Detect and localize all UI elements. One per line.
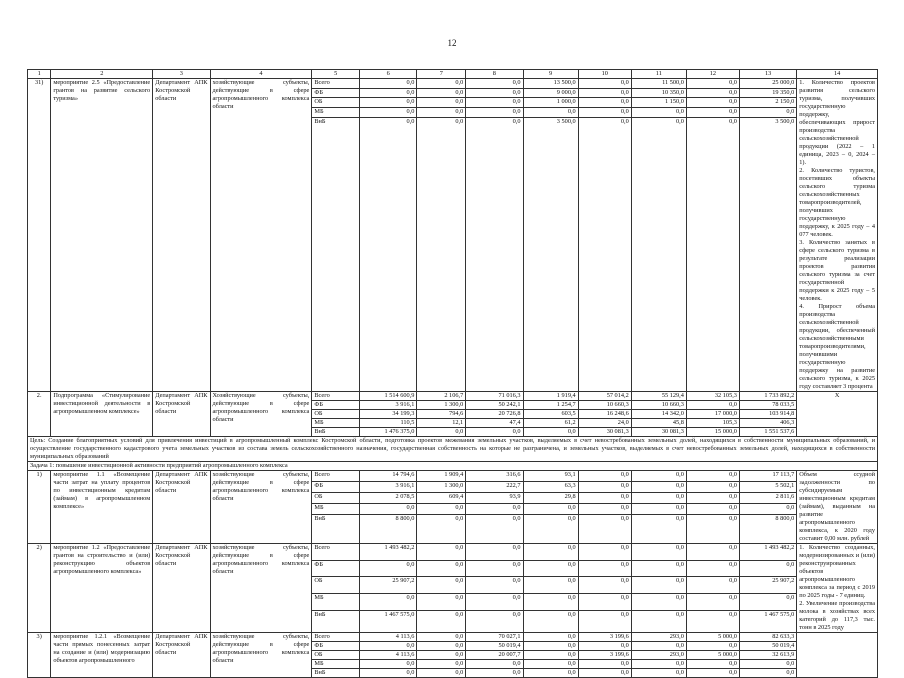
participants: хозяйствующие субъекты, действующие в сфере агропромышленного комплекса области [210,544,312,633]
amount-cell: 4 113,6 [360,633,417,642]
amount-cell: 32 105,3 [686,392,739,401]
amount-cell: 57 014,2 [578,392,631,401]
amount-cell: 0,0 [686,98,739,108]
header-cell-2: 2 [51,70,153,79]
header-cell-8: 8 [466,70,523,79]
funding-source: ФБ [312,642,360,651]
task-row [28,462,878,471]
block-number: 1) [28,471,51,544]
amount-cell: 3 500,0 [739,117,796,391]
amount-cell: 0,0 [631,108,686,118]
amount-cell: 0,0 [686,660,739,669]
funding-source: ОБ [312,410,360,419]
funding-source: ФБ [312,560,360,577]
amount-cell: 0,0 [417,610,466,632]
amount-cell: 0,0 [360,660,417,669]
amount-cell: 13 500,0 [523,79,578,89]
amount-cell: 0,0 [578,544,631,561]
amount-cell: 0,0 [417,544,466,561]
amount-cell: 0,0 [466,577,523,594]
participants: Хозяйствующие субъекты, действующие в сфере агропромышленного комплекса области [210,392,312,437]
amount-cell: 0,0 [686,544,739,561]
amount-cell: 0,0 [466,669,523,678]
amount-cell: 0,0 [417,560,466,577]
funding-source: ОБ [312,577,360,594]
amount-cell: 9 000,0 [523,88,578,98]
header-cell-12: 12 [686,70,739,79]
amount-cell: 5 502,1 [739,481,796,492]
executor: Департамент АПК Костромской области [153,392,210,437]
amount-cell: 0,0 [686,669,739,678]
amount-cell: 14 794,6 [360,471,417,482]
amount-cell: 0,0 [631,471,686,482]
funding-source: ВнБ [312,514,360,543]
amount-cell: 0,0 [686,117,739,391]
task-text: Задача 1: повышение инвестиционной активности предприятий агропромышленного комплекса [28,462,878,471]
expected-result [797,633,878,678]
amount-cell: 0,0 [578,660,631,669]
amount-cell: 0,0 [686,88,739,98]
amount-cell: 1 919,4 [523,392,578,401]
event-name: Подпрограмма «Стимулирование инвестиционной деятельности в агропромышленном комплексе» [51,392,153,437]
amount-cell: 0,0 [578,560,631,577]
amount-cell: 0,0 [686,594,739,611]
amount-cell: 0,0 [466,660,523,669]
amount-cell: 0,0 [578,481,631,492]
expected-result: Х [797,392,878,437]
amount-cell: 0,0 [360,79,417,89]
amount-cell: 0,0 [631,610,686,632]
amount-cell: 55 129,4 [631,392,686,401]
amount-cell: 0,0 [417,642,466,651]
amount-cell: 0,0 [523,610,578,632]
block-number: 2. [28,392,51,437]
header-cell-6: 6 [360,70,417,79]
amount-cell: 0,0 [686,401,739,410]
amount-cell: 1 300,0 [417,481,466,492]
amount-cell: 0,0 [523,108,578,118]
amount-cell: 0,0 [417,594,466,611]
amount-cell: 0,0 [360,560,417,577]
amount-cell: 0,0 [417,117,466,391]
amount-cell: 222,7 [466,481,523,492]
amount-cell: 3 199,6 [578,633,631,642]
amount-cell: 0,0 [360,88,417,98]
amount-cell: 63,3 [523,481,578,492]
amount-cell: 1 254,7 [523,401,578,410]
amount-cell: 1 514 600,9 [360,392,417,401]
amount-cell: 17 113,7 [739,471,796,482]
amount-cell: 0,0 [523,594,578,611]
subprogram-row [28,392,878,401]
goal-row [28,437,878,462]
funding-source: ОБ [312,651,360,660]
header-cell-4: 4 [210,70,312,79]
amount-cell: 110,5 [360,419,417,428]
amount-cell: 93,9 [466,492,523,503]
header-cell-1: 1 [28,70,51,79]
amount-cell: 0,0 [631,544,686,561]
amount-cell: 0,0 [417,514,466,543]
amount-cell: 1 300,0 [417,401,466,410]
header-cell-14: 14 [797,70,878,79]
header-cell-13: 13 [739,70,796,79]
header-cell-10: 10 [578,70,631,79]
block-number: 3) [28,633,51,678]
amount-cell: 0,0 [466,560,523,577]
amount-cell: 34 199,3 [360,410,417,419]
amount-cell: 0,0 [523,633,578,642]
amount-cell: 0,0 [417,633,466,642]
amount-cell: 0,0 [686,492,739,503]
event-1-1-row [28,471,878,482]
amount-cell: 0,0 [417,577,466,594]
funding-source: МБ [312,660,360,669]
amount-cell: 0,0 [523,560,578,577]
amount-cell: 609,4 [417,492,466,503]
amount-cell: 71 016,3 [466,392,523,401]
funding-source: ВнБ [312,117,360,391]
amount-cell: 0,0 [523,503,578,514]
amount-cell: 0,0 [417,660,466,669]
amount-cell: 0,0 [631,594,686,611]
amount-cell: 0,0 [686,503,739,514]
amount-cell: 0,0 [631,492,686,503]
amount-cell: 0,0 [578,669,631,678]
amount-cell: 0,0 [686,610,739,632]
amount-cell: 0,0 [360,98,417,108]
amount-cell: 0,0 [578,117,631,391]
event-name: мероприятие 2.5 «Предоставление грантов на развитие сельского туризма» [51,79,153,392]
executor: Департамент АПК Костромской области [153,544,210,633]
amount-cell: 1 493 482,2 [360,544,417,561]
amount-cell: 0,0 [578,594,631,611]
amount-cell: 0,0 [466,117,523,391]
amount-cell: 25 907,2 [360,577,417,594]
amount-cell: 30 081,3 [578,428,631,437]
amount-cell: 1 150,0 [631,98,686,108]
amount-cell: 0,0 [578,79,631,89]
block-number: 31) [28,79,51,392]
amount-cell: 1 551 537,6 [739,428,796,437]
amount-cell: 1 493 482,2 [739,544,796,561]
goal-text: Цель: Создание благоприятных условий для привлечения инвестиций в агропромышленный комплекс Костромской области, подготовка проектов межевания земельных участков, выделяемых в счет невостребованных земельных долей, находящихся в собственности муниципальных образований, и осуществление государственного кадастрового учета земельных участков из состава земель сельскохозяйственного назначения, государственная собственность на которые не разграничена, и земельных участков, выделяемых в счет невостребованных земельных долей, находящихся в собственности муниципальных образований [28,437,878,462]
amount-cell: 0,0 [578,471,631,482]
amount-cell: 0,0 [686,79,739,89]
amount-cell: 0,0 [739,503,796,514]
amount-cell: 17 000,0 [686,410,739,419]
amount-cell: 0,0 [523,651,578,660]
header-row [28,70,878,79]
amount-cell: 0,0 [631,481,686,492]
amount-cell: 15 000,0 [686,428,739,437]
amount-cell: 12,1 [417,419,466,428]
program-table [27,69,878,678]
funding-source: ВнБ [312,428,360,437]
amount-cell: 0,0 [417,503,466,514]
event-name: мероприятие 1.2 «Предоставление грантов на строительство и (или) реконструкцию объектов агропромышленного комплекса» [51,544,153,633]
amount-cell: 2 106,7 [417,392,466,401]
amount-cell: 0,0 [631,503,686,514]
amount-cell: 0,0 [360,503,417,514]
expected-result: 1. Количество созданных, модернизированных и (или) реконструированных объектов агропромышленного комплекса за период с 2019 по 2025 годы - 7 единиц. 2. Увеличение производства молока в хозяйствах всех категорий до 117,3 тыс. тонн в 2025 году [797,544,878,633]
amount-cell: 47,4 [466,419,523,428]
funding-source: МБ [312,419,360,428]
event-1-2-1-row [28,633,878,642]
amount-cell: 0,0 [578,88,631,98]
amount-cell: 0,0 [417,669,466,678]
amount-cell: 32 613,9 [739,651,796,660]
amount-cell: 0,0 [417,98,466,108]
amount-cell: 1 467 575,0 [739,610,796,632]
amount-cell: 0,0 [578,577,631,594]
amount-cell: 0,0 [523,428,578,437]
amount-cell: 0,0 [466,514,523,543]
amount-cell: 2 150,0 [739,98,796,108]
amount-cell: 10 660,3 [631,401,686,410]
executor: Департамент АПК Костромской области [153,633,210,678]
amount-cell: 30 081,3 [631,428,686,437]
funding-source: ОБ [312,98,360,108]
amount-cell: 11 500,0 [631,79,686,89]
amount-cell: 0,0 [466,88,523,98]
amount-cell: 20 726,8 [466,410,523,419]
amount-cell: 0,0 [578,98,631,108]
amount-cell: 0,0 [631,660,686,669]
funding-source: ВнБ [312,610,360,632]
amount-cell: 3 199,6 [578,651,631,660]
amount-cell: 0,0 [417,651,466,660]
block1-row [28,79,878,89]
amount-cell: 2 078,5 [360,492,417,503]
amount-cell: 20 007,7 [466,651,523,660]
amount-cell: 0,0 [360,594,417,611]
amount-cell: 0,0 [631,642,686,651]
participants: хозяйствующие субъекты, действующие в сфере агропромышленного комплекса области [210,633,312,678]
amount-cell: 0,0 [417,88,466,98]
expected-result: Объем ссудной задолженности по субсидируемым инвестиционным кредитам (займам), выданным на развитие агропромышленного комплекса, к 2020 году составит 0,00 млн. рублей [797,471,878,544]
amount-cell: 0,0 [523,669,578,678]
amount-cell: 0,0 [578,503,631,514]
amount-cell: 0,0 [739,669,796,678]
amount-cell: 78 033,5 [739,401,796,410]
amount-cell: 0,0 [523,514,578,543]
amount-cell: 0,0 [523,660,578,669]
amount-cell: 0,0 [739,594,796,611]
funding-source: Всего [312,471,360,482]
amount-cell: 0,0 [631,577,686,594]
amount-cell: 50 242,1 [466,401,523,410]
amount-cell: 1 467 575,0 [360,610,417,632]
amount-cell: 0,0 [686,108,739,118]
amount-cell: 0,0 [631,560,686,577]
executor: Департамент АПК Костромской области [153,471,210,544]
amount-cell: 45,8 [631,419,686,428]
funding-source: МБ [312,108,360,118]
amount-cell: 316,6 [466,471,523,482]
amount-cell: 0,0 [523,577,578,594]
amount-cell: 0,0 [631,117,686,391]
amount-cell: 0,0 [523,544,578,561]
amount-cell: 50 019,4 [466,642,523,651]
funding-source: ФБ [312,88,360,98]
amount-cell: 3 916,1 [360,401,417,410]
funding-source: ВнБ [312,669,360,678]
header-cell-9: 9 [523,70,578,79]
amount-cell: 5 000,0 [686,651,739,660]
funding-source: Всего [312,633,360,642]
amount-cell: 70 027,1 [466,633,523,642]
page-number: 12 [447,38,457,48]
amount-cell: 0,0 [739,108,796,118]
amount-cell: 0,0 [578,642,631,651]
amount-cell: 0,0 [466,544,523,561]
amount-cell: 0,0 [466,594,523,611]
amount-cell: 0,0 [360,669,417,678]
participants: хозяйствующие субъекты, действующие в сфере агропромышленного комплекса области [210,79,312,392]
amount-cell: 293,0 [631,651,686,660]
amount-cell: 406,3 [739,419,796,428]
amount-cell: 794,6 [417,410,466,419]
executor: Департамент АПК Костромской области [153,79,210,392]
amount-cell: 0,0 [739,560,796,577]
amount-cell: 5 000,0 [686,633,739,642]
amount-cell: 3 500,0 [523,117,578,391]
amount-cell: 105,3 [686,419,739,428]
event-1-2-row [28,544,878,561]
funding-source: Всего [312,392,360,401]
header-cell-11: 11 [631,70,686,79]
amount-cell: 0,0 [466,108,523,118]
block-number: 2) [28,544,51,633]
event-name: мероприятие 1.1 «Возмещение части затрат на уплату процентов по инвестиционным кредитам (займам) в агропромышленном комплексе» [51,471,153,544]
amount-cell: 0,0 [466,98,523,108]
amount-cell: 0,0 [417,428,466,437]
amount-cell: 1 909,4 [417,471,466,482]
amount-cell: 1 000,0 [523,98,578,108]
amount-cell: 16 248,6 [578,410,631,419]
amount-cell: 2 811,6 [739,492,796,503]
amount-cell: 14 342,0 [631,410,686,419]
amount-cell: 0,0 [523,642,578,651]
amount-cell: 0,0 [360,108,417,118]
amount-cell: 0,0 [686,560,739,577]
amount-cell: 29,8 [523,492,578,503]
amount-cell: 24,0 [578,419,631,428]
amount-cell: 3 916,1 [360,481,417,492]
funding-source: МБ [312,594,360,611]
amount-cell: 93,1 [523,471,578,482]
amount-cell: 0,0 [631,669,686,678]
amount-cell: 0,0 [417,108,466,118]
expected-result: 1. Количество проектов развития сельского туризма, получивших государственную поддержку, обеспечивающих прирост производства сельскохозяйственной продукции (2022 – 1 единица, 2023 – 0, 2024 – 1). 2. Количество туристов, посетивших объекты сельского туризма сельскохозяйственных товаропроизводителей, получивших государственную поддержку, к 2025 году – 4 077 человек. 3. Количество занятых в сфере сельского туризма в результате реализации проектов развития сельского туризма за счет государственной поддержки к 2025 году – 5 человек. 4. Прирост объема производства сельскохозяйственной продукции, обеспеченный сельскохозяйственными товаропроизводителями, получившими государственную поддержку на развитие сельского туризма, к 2025 году составляет 3 процента [797,79,878,392]
amount-cell: 10 350,0 [631,88,686,98]
funding-source: ОБ [312,492,360,503]
participants: хозяйствующие субъекты, действующие в сфере агропромышленного комплекса области [210,471,312,544]
amount-cell: 0,0 [360,117,417,391]
amount-cell: 4 113,6 [360,651,417,660]
amount-cell: 61,2 [523,419,578,428]
amount-cell: 0,0 [578,514,631,543]
amount-cell: 293,0 [631,633,686,642]
amount-cell: 0,0 [578,610,631,632]
amount-cell: 0,0 [686,642,739,651]
event-name: мероприятие 1.2.1 «Возмещение части прямых понесенных затрат на создание и (или) модернизацию объектов агропромышленного [51,633,153,678]
amount-cell: 0,0 [466,610,523,632]
amount-cell: 8 800,0 [739,514,796,543]
amount-cell: 0,0 [466,428,523,437]
amount-cell: 8 800,0 [360,514,417,543]
amount-cell: 0,0 [466,79,523,89]
amount-cell: 0,0 [686,471,739,482]
funding-source: Всего [312,79,360,89]
amount-cell: 0,0 [739,660,796,669]
funding-source: ФБ [312,481,360,492]
amount-cell: 0,0 [360,642,417,651]
funding-source: Всего [312,544,360,561]
amount-cell: 82 633,3 [739,633,796,642]
funding-source: ФБ [312,401,360,410]
funding-source: МБ [312,503,360,514]
header-cell-7: 7 [417,70,466,79]
amount-cell: 19 350,0 [739,88,796,98]
amount-cell: 0,0 [686,514,739,543]
amount-cell: 0,0 [578,108,631,118]
amount-cell: 0,0 [686,577,739,594]
amount-cell: 103 914,8 [739,410,796,419]
amount-cell: 0,0 [466,503,523,514]
amount-cell: 1 733 892,2 [739,392,796,401]
amount-cell: 25 907,2 [739,577,796,594]
amount-cell: 603,5 [523,410,578,419]
amount-cell: 0,0 [578,492,631,503]
amount-cell: 0,0 [631,514,686,543]
amount-cell: 1 476 375,0 [360,428,417,437]
amount-cell: 10 660,3 [578,401,631,410]
header-cell-3: 3 [153,70,210,79]
amount-cell: 0,0 [417,79,466,89]
amount-cell: 0,0 [686,481,739,492]
header-cell-5: 5 [312,70,360,79]
amount-cell: 50 019,4 [739,642,796,651]
amount-cell: 25 000,0 [739,79,796,89]
